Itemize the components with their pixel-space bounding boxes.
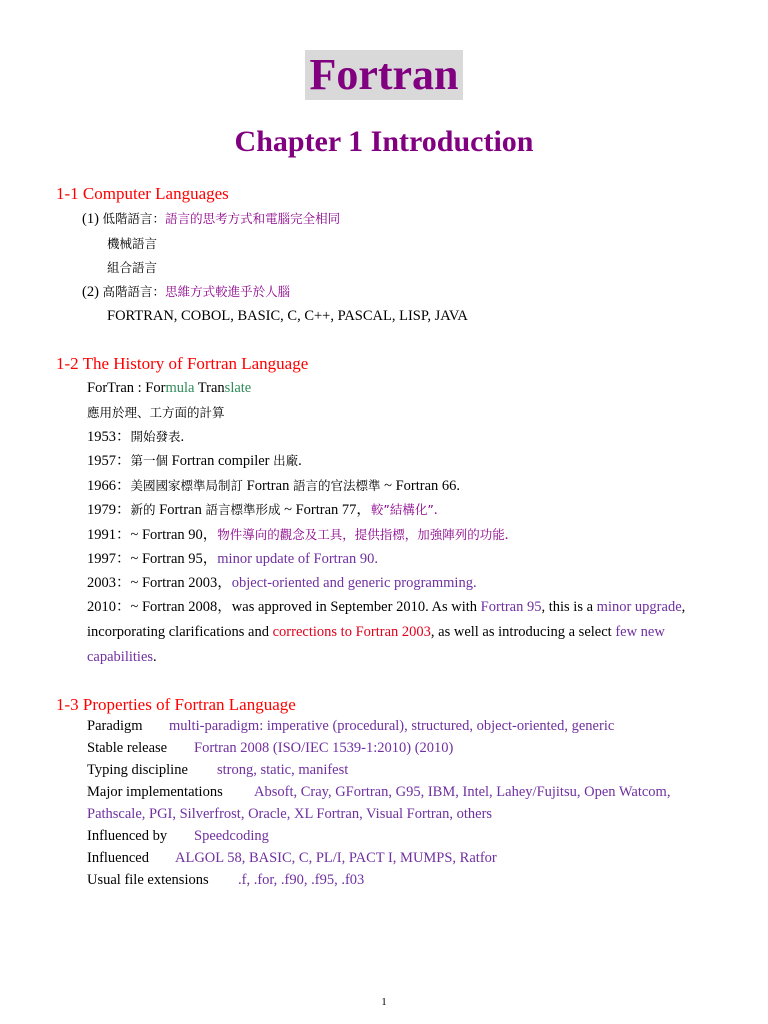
- property-row-implementations: Major implementations Absoft, Cray, GFortran, G95, IBM, Intel, Lahey/Fujitsu, Open Watcom,: [87, 784, 671, 800]
- property-row-influenced: Influenced ALGOL 58, BASIC, C, PL/I, PACT I, MUMPS, Ratfor: [87, 850, 497, 866]
- language-list-line: FORTRAN, COBOL, BASIC, C, C++, PASCAL, LISP, JAVA: [107, 308, 468, 324]
- history-2010-line3: capabilities.: [87, 649, 157, 665]
- high-level-language-line: (2) 高階語言：思維方式較進乎於人腦: [82, 284, 291, 300]
- low-level-language-line: (1) 低階語言：語言的思考方式和電腦完全相同: [82, 211, 341, 227]
- history-1966: 1966：美國國家標準局制訂 Fortran 語言的官法標準 ~ Fortran 66.: [87, 478, 460, 494]
- history-1953: 1953：開始發表.: [87, 429, 185, 445]
- history-2010-line2: incorporating clarifications and corrections to Fortran 2003, as well as introducing a select few new: [87, 624, 665, 640]
- property-row-file-extensions: Usual file extensions .f, .for, .f90, .f95, .f03: [87, 872, 365, 888]
- property-row-influenced-by: Influenced by Speedcoding: [87, 828, 269, 844]
- section-heading-1-1: 1-1 Computer Languages: [56, 184, 229, 203]
- fortran-name-line: ForTran : Formula Translate: [87, 380, 252, 396]
- application-line: 應用於理、工方面的計算: [87, 405, 225, 420]
- property-row-paradigm: Paradigm multi-paradigm: imperative (procedural), structured, object-oriented, generic: [87, 718, 615, 734]
- history-1979: 1979：新的 Fortran 語言標準形成 ~ Fortran 77，較”結構化”.: [87, 502, 438, 518]
- history-1991: 1991：~ Fortran 90，物件導向的觀念及工具，提供指標，加強陣列的功能.: [87, 527, 509, 543]
- chapter-heading: Chapter 1 Introduction: [234, 125, 534, 158]
- history-1957: 1957：第一個 Fortran compiler 出廠.: [87, 453, 302, 469]
- section-heading-1-2: 1-2 The History of Fortran Language: [56, 354, 309, 373]
- property-row-implementations-cont: Pathscale, PGI, Silverfrost, Oracle, XL Fortran, Visual Fortran, others: [87, 806, 493, 822]
- machine-language-line: 機械語言: [107, 236, 158, 251]
- assembly-language-line: 組合語言: [107, 260, 158, 275]
- document-title: Fortran: [309, 50, 459, 99]
- page-number: 1: [381, 996, 387, 1008]
- property-row-typing: Typing discipline strong, static, manifest: [87, 762, 349, 778]
- property-row-stable-release: Stable release Fortran 2008 (ISO/IEC 1539-1:2010) (2010): [87, 740, 454, 756]
- section-heading-1-3: 1-3 Properties of Fortran Language: [56, 695, 296, 714]
- history-2010-line1: 2010：~ Fortran 2008，was approved in September 2010. As with Fortran 95, this is a minor upgrade,: [87, 599, 686, 615]
- history-2003: 2003：~ Fortran 2003，object-oriented and generic programming.: [87, 575, 477, 591]
- history-1997: 1997：~ Fortran 95，minor update of Fortran 90.: [87, 551, 378, 567]
